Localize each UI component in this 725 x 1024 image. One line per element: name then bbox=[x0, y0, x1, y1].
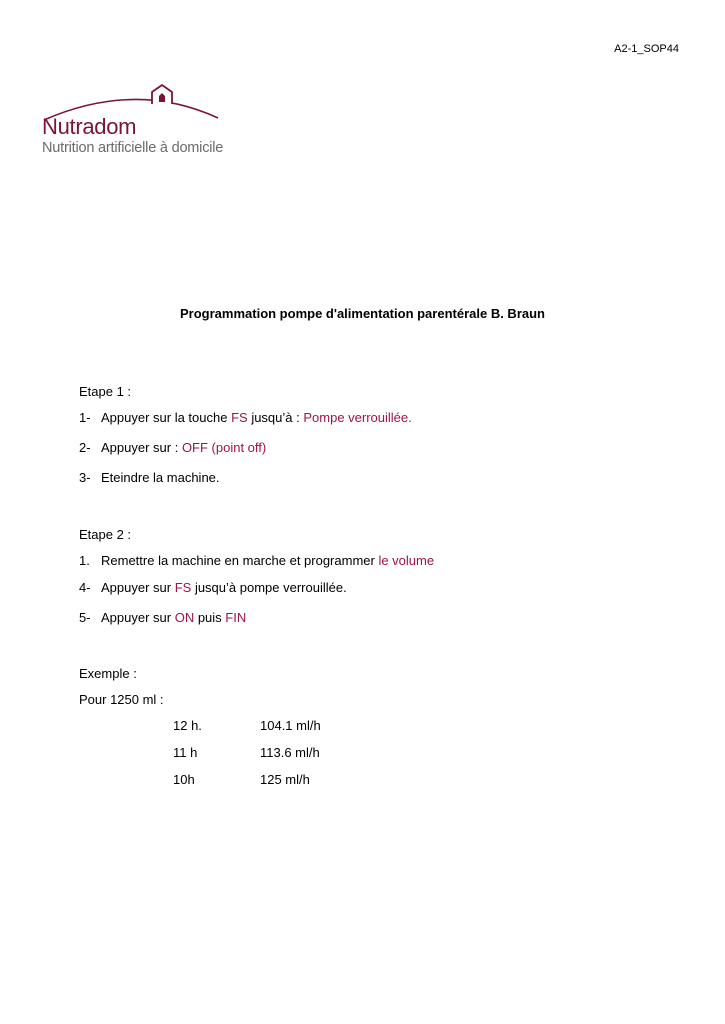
brand-name: Nutradom bbox=[42, 114, 137, 139]
rate-cell: 113.6 ml/h bbox=[260, 745, 320, 760]
list-item bbox=[79, 470, 220, 485]
duration-cell: 11 h bbox=[173, 745, 198, 760]
step-number: 1. bbox=[79, 553, 90, 568]
document-title: Programmation pompe d'alimentation parentérale B. Braun bbox=[180, 306, 545, 321]
step-highlight: FIN bbox=[225, 610, 247, 625]
step-text: jusqu’à : bbox=[247, 410, 304, 425]
list-item bbox=[79, 580, 347, 595]
brand-tagline: Nutrition artificielle à domicile bbox=[42, 140, 224, 156]
step-text: Eteindre la machine. bbox=[101, 470, 220, 485]
step-text: Remettre la machine en marche et programmer bbox=[101, 553, 379, 568]
duration-cell: 12 h. bbox=[173, 718, 202, 733]
step-number: 1- bbox=[79, 410, 91, 425]
step-text: jusqu’à pompe verrouillée. bbox=[191, 580, 347, 595]
step-number: 3- bbox=[79, 470, 91, 485]
document-reference: A2-1_SOP44 bbox=[614, 43, 679, 55]
etape2-heading: Etape 2 : bbox=[79, 527, 132, 542]
step-text: Appuyer sur la touche bbox=[101, 410, 232, 425]
list-item bbox=[79, 610, 246, 625]
rate-cell: 125 ml/h bbox=[260, 772, 310, 787]
step-text: Appuyer sur : bbox=[101, 440, 182, 455]
step-number: 2- bbox=[79, 440, 91, 455]
step-highlight: ON bbox=[174, 610, 195, 625]
step-highlight: le volume bbox=[378, 553, 435, 568]
example-subheading: Pour 1250 ml : bbox=[79, 692, 164, 707]
etape1-heading: Etape 1 : bbox=[79, 384, 132, 399]
step-highlight: Pompe verrouillée. bbox=[303, 410, 412, 425]
step-number: 4- bbox=[79, 580, 91, 595]
step-text: Appuyer sur bbox=[101, 610, 175, 625]
nutradom-logo bbox=[40, 82, 230, 162]
step-text: Appuyer sur bbox=[101, 580, 175, 595]
rate-cell: 104.1 ml/h bbox=[260, 718, 321, 733]
step-highlight: FS bbox=[174, 580, 192, 595]
list-item bbox=[79, 440, 266, 455]
duration-cell: 10h bbox=[173, 772, 195, 787]
list-item bbox=[79, 410, 412, 425]
list-item bbox=[79, 553, 434, 568]
step-text: puis bbox=[194, 610, 226, 625]
step-highlight: OFF (point off) bbox=[181, 440, 267, 455]
step-highlight: FS bbox=[231, 410, 248, 425]
example-heading: Exemple : bbox=[79, 666, 137, 681]
step-number: 5- bbox=[79, 610, 91, 625]
